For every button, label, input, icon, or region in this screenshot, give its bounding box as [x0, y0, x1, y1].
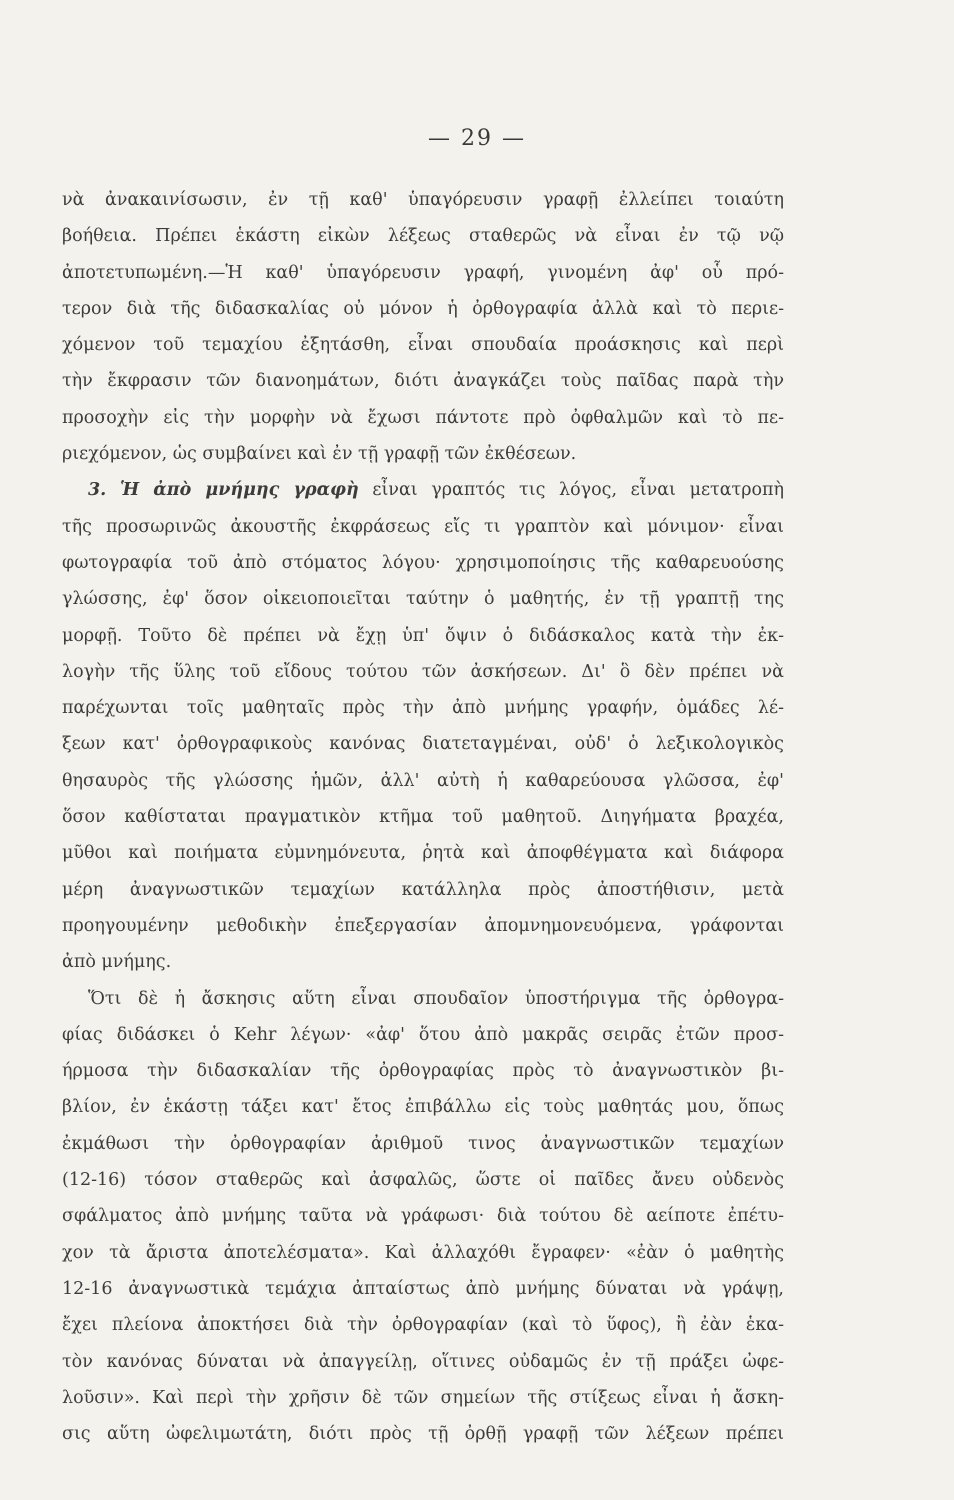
- text-line: ἀπὸ μνήμης.: [62, 952, 172, 973]
- text-line: λοῦσιν». Καὶ περὶ τὴν χρῆσιν δὲ τῶν σημείων τῆς στίξεως εἶναι ἡ ἄσκη-: [62, 1387, 784, 1408]
- text-line: προηγουμένην μεθοδικὴν ἐπεξεργασίαν ἀπομνημονευόμενα, γράφονται: [62, 915, 784, 936]
- text-line: τῆς προσωρινῶς ἀκουστῆς ἐκφράσεως εἴς τι γραπτὸν καὶ μόνιμον· εἶναι: [62, 516, 784, 537]
- text-line: χόμενον τοῦ τεμαχίου ἐξητάσθη, εἶναι σπουδαία προάσκησις καὶ περὶ: [62, 335, 784, 356]
- text-line: βοήθεια. Πρέπει ἑκάστη εἰκὼν λέξεως σταθερῶς νὰ εἶναι ἐν τῷ νῷ: [62, 226, 784, 247]
- text-line: φίας διδάσκει ὁ Kehr λέγων· «ἀφ' ὅτου ἀπὸ μακρᾶς σειρᾶς ἐτῶν προσ-: [62, 1024, 784, 1045]
- text-line: μῦθοι καὶ ποιήματα εὐμνημόνευτα, ῥητὰ καὶ ἀποφθέγματα καὶ διάφορα: [62, 843, 784, 864]
- text-line: σις αὕτη ὠφελιμωτάτη, διότι πρὸς τῇ ὀρθῇ γραφῇ τῶν λέξεων πρέπει: [62, 1424, 784, 1445]
- text-line: ξεων κατ' ὀρθογραφικοὺς κανόνας διατεταγμέναι, οὐδ' ὁ λεξικολογικὸς: [62, 734, 784, 755]
- section-heading-line: [62, 472, 784, 508]
- text-line: λογὴν τῆς ὕλης τοῦ εἴδους τούτου τῶν ἀσκήσεων. Δι' ὃ δὲν πρέπει νὰ: [62, 661, 784, 682]
- body-text: [62, 182, 784, 1452]
- text-line: φωτογραφία τοῦ ἀπὸ στόματος λόγου· χρησιμοποίησις τῆς καθαρευούσης: [62, 552, 784, 573]
- text-line: 12-16 ἀναγνωστικὰ τεμάχια ἀπταίστως ἀπὸ μνήμης δύναται νὰ γράψῃ,: [62, 1278, 784, 1299]
- text-line: προσοχὴν εἰς τὴν μορφὴν νὰ ἔχωσι πάντοτε πρὸ ὀφθαλμῶν καὶ τὸ πε-: [62, 407, 784, 428]
- text-line: Ὅτι δὲ ἡ ἄσκησις αὕτη εἶναι σπουδαῖον ὑποστήριγμα τῆς ὀρθογρα-: [88, 988, 784, 1009]
- text-line: ριεχόμενον, ὡς συμβαίνει καὶ ἐν τῇ γραφῇ τῶν ἐκθέσεων.: [62, 444, 577, 465]
- section-lead-text: εἶναι γραπτός τις λόγος, εἶναι μετατροπὴ: [372, 480, 784, 501]
- text-line: τὴν ἔκφρασιν τῶν διανοημάτων, διότι ἀναγκάζει τοὺς παῖδας παρὰ τὴν: [62, 371, 784, 392]
- text-line: ἀποτετυπωμένη.—Ἡ καθ' ὑπαγόρευσιν γραφή, γινομένη ἀφ' οὗ πρό-: [62, 262, 784, 283]
- text-line: τὸν κανόνας δύναται νὰ ἀπαγγείλῃ, οἵτινες οὐδαμῶς ἐν τῇ πράξει ὠφε-: [62, 1351, 784, 1372]
- text-line: (12-16) τόσον σταθερῶς καὶ ἀσφαλῶς, ὥστε οἱ παῖδες ἄνευ οὐδενὸς: [62, 1170, 784, 1191]
- text-line: σφάλματος ἀπὸ μνήμης ταῦτα νὰ γράφωσι· διὰ τούτου δὲ αείποτε ἐπέτυ-: [62, 1206, 784, 1227]
- page-number: — 29 —: [428, 126, 526, 151]
- section-title: Ἡ ἀπὸ μνήμης γραφὴ: [119, 480, 359, 501]
- text-line: τερον διὰ τῆς διδασκαλίας οὐ μόνον ἡ ὀρθογραφία ἀλλὰ καὶ τὸ περιε-: [62, 298, 784, 319]
- text-line: ὅσον καθίσταται πραγματικὸν κτῆμα τοῦ μαθητοῦ. Διηγήματα βραχέα,: [62, 807, 784, 828]
- text-line: ήρμοσα τὴν διδασκαλίαν τῆς ὀρθογραφίας πρὸς τὸ ἀναγνωστικὸν βι-: [62, 1061, 784, 1082]
- text-line: χον τὰ ἄριστα ἀποτελέσματα». Καὶ ἀλλαχόθι ἔγραφεν· «ἐὰν ὁ μαθητὴς: [62, 1242, 784, 1263]
- text-line: θησαυρὸς τῆς γλώσσης ἡμῶν, ἀλλ' αὐτὴ ἡ καθαρεύουσα γλῶσσα, ἐφ': [62, 770, 784, 791]
- text-line: νὰ ἀνακαινίσωσιν, ἐν τῇ καθ' ὑπαγόρευσιν γραφῇ ἐλλείπει τοιαύτη: [62, 190, 784, 210]
- text-line: ἐκμάθωσι τὴν ὀρθογραφίαν ἀριθμοῦ τινος ἀναγνωστικῶν τεμαχίων: [62, 1133, 784, 1154]
- text-line: παρέχωνται τοῖς μαθηταῖς πρὸς τὴν ἀπὸ μνήμης γραφήν, ὁμάδες λέ-: [62, 698, 784, 719]
- section-number: 3.: [88, 480, 107, 501]
- text-line: μέρη ἀναγνωστικῶν τεμαχίων κατάλληλα πρὸς ἀποστήθισιν, μετὰ: [62, 879, 784, 900]
- text-line: ἔχει πλείονα ἀποκτήσει διὰ τὴν ὀρθογραφίαν (καὶ τὸ ὕφος), ἢ ἐὰν ἑκα-: [62, 1315, 784, 1336]
- text-line: γλώσσης, ἐφ' ὅσον οἰκειοποιεῖται ταύτην ὁ μαθητής, ἐν τῇ γραπτῇ της: [62, 589, 784, 610]
- text-line: βλίον, ἐν ἑκάστῃ τάξει κατ' ἔτος ἐπιβάλλω εἰς τοὺς μαθητάς μου, ὅπως: [62, 1097, 784, 1118]
- text-line: μορφῇ. Τοῦτο δὲ πρέπει νὰ ἔχῃ ὑπ' ὄψιν ὁ διδάσκαλος κατὰ τὴν ἐκ-: [62, 625, 784, 646]
